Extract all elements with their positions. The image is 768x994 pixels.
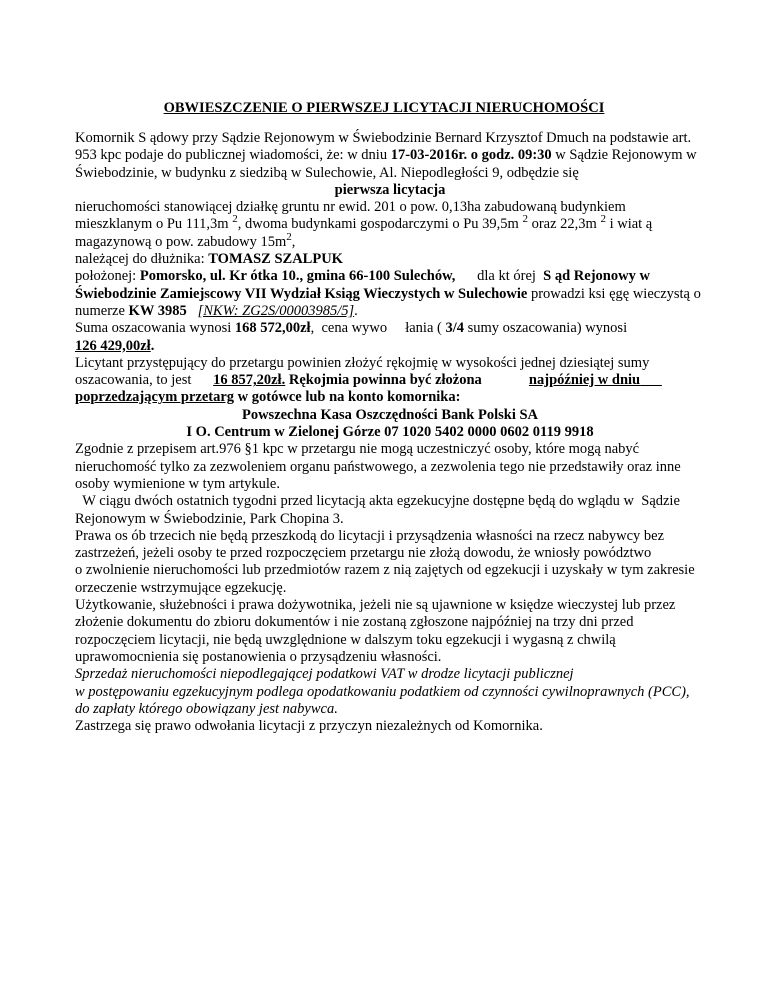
valuation-fraction: 3/4 <box>445 320 465 337</box>
land-registry-court: S ąd Rejonowy w Świebodzinie Zamiejscowy VII Wydział Ksiąg Wieczystych w Sulechowie <box>75 268 650 302</box>
property-line-2a: mieszklanym o Pu 111,3m <box>75 216 233 233</box>
location-mid: dla kt órej <box>455 268 544 285</box>
deposit-text-3: w gotówce lub na konto komornika: <box>234 389 461 406</box>
property-line-3b: , <box>291 233 296 250</box>
paragraph-third-party-rights: Prawa os ób trzecich nie będą przeszkodą do licytacji i przysądzenia własności na rzecz nabywcy bez zastrzeżeń, jeżeli osoby te przed rozpoczęciem przetargu nie złożą dowodu, że wniosły powództwo <box>75 527 664 562</box>
nkw-number: [NKW: ZG2S/00003985/5] <box>197 302 355 319</box>
document-title: OBWIESZCZENIE O PIERWSZEJ LICYTACJI NIERUCHOMOŚCI <box>163 100 605 116</box>
valuation-sum: 168 572,00zł <box>234 320 311 337</box>
location-prefix: położonej: <box>75 268 140 285</box>
valuation-mid-1: , cena wywo łania ( <box>310 320 446 337</box>
property-description <box>75 199 705 251</box>
vat-note-line-1: Sprzedaż nieruchomości niepodlegającej podatkowi VAT w drodze licytacji publicznej <box>75 666 574 683</box>
property-address: Pomorsko, ul. Kr ótka 10., gmina 66-100 Sulechów, <box>139 268 456 285</box>
debtor-name: TOMASZ SZALPUK <box>208 251 343 268</box>
deposit-deadline: najpóźniej w dniu poprzedzającym przetarg <box>75 372 662 406</box>
bank-account: I O. Centrum w Zielonej Górze 07 1020 5402 0000 0602 0119 9918 <box>186 424 594 441</box>
deposit-text-1: Licytant przystępujący do przetargu powinien złożyć rękojmię w wysokości jednej dziesiątej sumy oszacowania, to jest <box>75 354 653 389</box>
location-paragraph <box>75 268 705 320</box>
paragraph-files-access: W ciągu dwóch ostatnich tygodni przed licytacją akta egzekucyjne dostępne będą do wglądu w Sądzie Rejonowym w Świebodzinie, Park Chopina 3. <box>75 493 684 527</box>
vat-note-line-2: w postępowaniu egzekucyjnym podlega opodatkowaniu podatkiem od czynności cywilnoprawnych (PCC), do zapłaty którego obowiązany jest nabywca. <box>75 683 690 717</box>
superscript-2: 2 <box>232 213 238 226</box>
paragraph-release-from-enforcement: o zwolnienie nieruchomości lub przedmiotów razem z nią zajętych od egzekucji i uzyskały w tym zakresie orzeczenie wstrzymujące egzekucję. <box>75 562 695 596</box>
valuation-prefix: Suma oszacowania wynosi <box>75 320 235 337</box>
property-line-1: nieruchomości stanowiącej działkę gruntu nr ewid. 201 o pow. 0,13ha zabudowaną budynkiem <box>75 199 626 216</box>
valuation-mid-2: sumy oszacowania) wynosi <box>464 320 628 337</box>
property-line-3a: magazynową o pow. zabudowy 15m <box>75 233 287 250</box>
valuation-paragraph <box>75 320 705 355</box>
starting-price: 126 429,00zł <box>75 337 151 354</box>
location-end: . <box>354 302 358 319</box>
paragraph-eligibility: Zgodnie z przepisem art.976 §1 kpc w przetargu nie mogą uczestniczyć osoby, które mogą nabyć nieruchomość tylko za zezwoleniem organu państwowego, a zezwolenia tego nie przedstawiły oraz inne osoby wymienione w tym artykule. <box>75 441 681 492</box>
deposit-paragraph <box>75 355 705 407</box>
location-suffix: prowadzi ksi ęgę wieczystą o numerze <box>75 285 701 319</box>
intro-text-2: w Sądzie Rejonowym w Świebodzinie, w budynku z siedzibą w Sulechowie, Al. Niepodległości 9, odbędzie się <box>75 147 697 181</box>
valuation-end: . <box>150 337 155 354</box>
deposit-amount: 16 857,20zł. <box>213 372 286 389</box>
superscript-2: 2 <box>286 230 292 243</box>
deposit-text-2: Rękojmia powinna być złożona <box>285 372 482 389</box>
land-register-number: KW 3985 <box>128 302 187 319</box>
property-line-2b: , dwoma budynkami gospodarczymi o Pu 39,5m <box>237 216 523 233</box>
debtor-line <box>75 251 705 268</box>
document-body <box>75 130 705 735</box>
property-line-2d: i wiat ą <box>605 216 653 233</box>
superscript-2: 2 <box>522 213 528 226</box>
auction-date: 17-03-2016r. o godz. 09:30 <box>390 147 552 164</box>
auction-label: pierwsza licytacja <box>334 181 446 198</box>
paragraph-usufruct: Użytkowanie, służebności i prawa dożywotnika, jeżeli nie są ujawnione w księdze wieczystej lub przez złożenie dokumentu do zbioru dokumentów i nie zostaną zgłoszone najpóźniej na trzy dni przed rozpoczęciem licytacji, nie będą uwzględnione w dalszym toku egzekucji i wygasną z chwilą uprawomocnienia się postanowienia o przysądzeniu własności. <box>75 597 676 665</box>
debtor-prefix: należącej do dłużnika: <box>75 251 209 268</box>
bank-name: Powszechna Kasa Oszczędności Bank Polski SA <box>241 406 539 423</box>
closing-note: Zastrzega się prawo odwołania licytacji z przyczyn niezależnych od Komornika. <box>75 718 543 735</box>
intro-paragraph <box>75 130 705 182</box>
superscript-2: 2 <box>600 213 606 226</box>
intro-text: Komornik S ądowy przy Sądzie Rejonowym w Świebodzinie Bernard Krzysztof Dmuch na podstawie art. 953 kpc podaje do publicznej wiadomości, że: w dniu <box>75 130 692 164</box>
property-line-2c: oraz 22,3m <box>527 216 601 233</box>
